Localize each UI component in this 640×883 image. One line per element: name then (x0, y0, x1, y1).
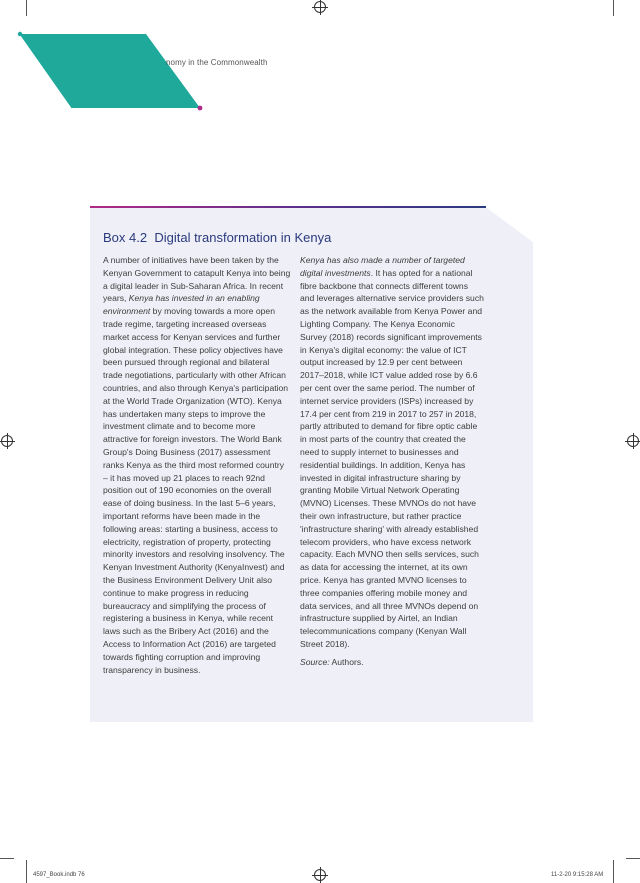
running-head: nomy in the Commonwealth (166, 58, 268, 67)
source-note (300, 656, 484, 669)
paragraph-text: by moving towards a more open trade regime, targeting increased overseas market access for Kenyan services and further global integration. These policy objectives have been pursued through regional and bilateral trade negotiations, particularly with other African countries, and also through Kenya's participation at the World Trade Organization (WTO). Kenya has undertaken many steps to improve the investment climate and to become more attractive for foreign investors. The World Bank Group's Doing Business (2017) assessment ranks Kenya as the third most reformed country – it has moved up 21 places to reach 92nd position out of 190 economies on the overall ease of doing business. In the last 5–6 years, important reforms have been made in the following areas: starting a business, access to electricity, registration of property, protecting minority investors and resolving insolvency. The Kenyan Investment Authority (KenyaInvest) and the Business Environment Delivery Unit also continue to make progress in reducing bureaucracy and simplifying the process of registering a business in Kenya, while recent laws such as the Bribery Act (2016) and the Access to Information Act (2016) are targeted towards fighting corruption and improving transparency in business. (103, 306, 289, 675)
paragraph-text: . It has opted for a national fibre backbone that connects different towns and leverages alternative service providers such as the network available from Kenya Power and Lighting Company. The Kenya Economic Survey (2018) records significant improvements in Kenya's digital economy: the value of ICT output increased by 12.9 per cent between 2017–2018, while ICT value added rose by 6.6 per cent over the same period. The number of internet service providers (ISPs) increased by 17.4 per cent from 219 in 2017 to 257 in 2018, partly attributed to demand for fibre optic cable in most parts of the country that created the need to supply internet to businesses and residential buildings. In addition, Kenya has invested in digital infrastructure sharing by granting Mobile Virtual Network Operating (MVNO) Licenses. These MVNOs do not have their own infrastructure, but rather practice 'infrastructure sharing' with already established telecom providers, who have excess network capacity. Each MVNO then sells services, such as data for accessing the internet, at its own price. Kenya has granted MVNO licenses to three companies offering mobile money and data services, and all three MVNOs depend on infrastructure supplied by Airtel, an Indian telecommunications company (Kenyan Wall Street 2018). (300, 267, 484, 649)
box-title-text: Digital transformation in Kenya (154, 230, 332, 245)
registration-mark-icon (314, 869, 326, 881)
registration-mark-icon (314, 1, 326, 13)
box-label: Box 4.2 (103, 230, 148, 245)
crop-mark (613, 860, 614, 883)
registration-mark-icon (1, 435, 13, 447)
crop-mark (626, 858, 640, 859)
paragraph-text: A number of initiatives have been taken by the Kenyan Government to catapult Kenya into being a digital leader in Sub-Saharan Africa. In recent years, (103, 255, 291, 304)
box-top-rule (90, 205, 490, 209)
crop-mark (0, 858, 14, 859)
paragraph-italic-text: Kenya has also made a number of targeted digital investments (300, 255, 465, 278)
paragraph (103, 254, 291, 676)
paragraph (300, 254, 484, 651)
paragraph-italic-text: Kenya has invested in an enabling environment (103, 293, 260, 317)
crop-mark (26, 860, 27, 883)
footer-timestamp: 11-2-20 9:15:28 AM (551, 872, 604, 878)
box-left-column (103, 254, 291, 676)
box-right-column (300, 254, 484, 669)
registration-mark-icon (627, 435, 639, 447)
box-title (103, 230, 331, 245)
source-label: Source: (300, 656, 330, 667)
crop-mark (613, 0, 614, 16)
footer-file-slug: 4597_Book.indb 76 (33, 872, 85, 878)
source-text: Authors. (329, 656, 364, 667)
